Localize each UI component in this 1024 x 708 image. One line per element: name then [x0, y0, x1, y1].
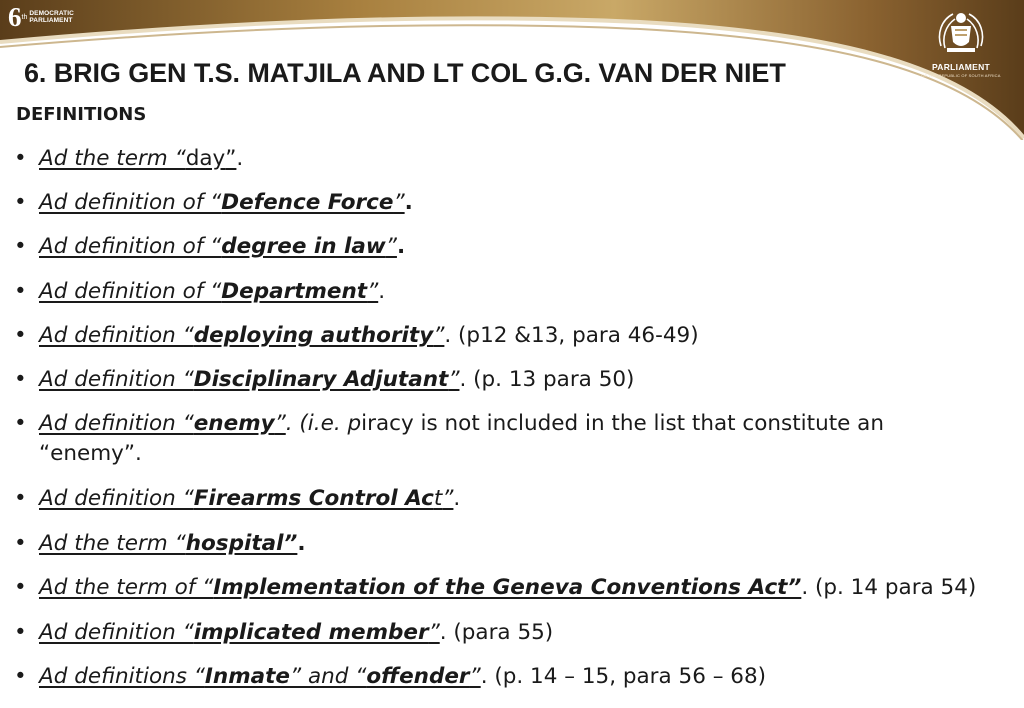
bullet-icon: • [14, 486, 27, 511]
definition-text [39, 573, 1010, 603]
definition-lead: Ad definition of “ [39, 279, 222, 304]
definition-lead: Ad definition “ [39, 620, 194, 645]
definition-lead: Ad the term “ [39, 146, 186, 171]
definition-term: Disciplinary Adjutant [193, 367, 449, 392]
definition-text [39, 618, 1010, 648]
definition-item [0, 277, 1010, 307]
bullet-icon: • [14, 190, 27, 215]
bullet-icon: • [14, 411, 27, 436]
definition-term: deploying authority [193, 323, 434, 348]
definition-lead: Ad definition “ [39, 323, 194, 348]
crest-icon [933, 8, 989, 58]
definition-text [39, 365, 1010, 395]
definition-lead: Ad the term “ [39, 531, 186, 556]
definition-item [0, 484, 1010, 514]
definition-term: day [185, 146, 226, 171]
definition-text [39, 188, 1010, 218]
bullet-icon: • [14, 234, 27, 259]
definition-close-quote: ” [367, 279, 379, 304]
definition-tail: . [236, 146, 244, 171]
definition-close-quote: ” [469, 664, 481, 689]
definition-lead: Ad definition of “ [39, 190, 222, 215]
definition-text [39, 409, 979, 469]
bullet-icon: • [14, 620, 27, 645]
definition-text [39, 277, 1010, 307]
definition-close-quote: ” [385, 234, 397, 259]
definition-close-quote: ” [393, 190, 405, 215]
definition-close-quote: ” [442, 486, 454, 511]
definition-item [0, 365, 1010, 395]
definition-text [39, 144, 1010, 174]
bullet-icon: • [14, 279, 27, 304]
definition-term: enemy [193, 411, 275, 436]
definition-lead: Ad the term of “ [39, 575, 214, 600]
definition-tail: . [453, 486, 461, 511]
definition-tail: . [378, 279, 386, 304]
sixth-parliament-logo [8, 3, 74, 31]
bullet-icon: • [14, 575, 27, 600]
logo-words [29, 10, 74, 24]
definition-term: Department [221, 279, 368, 304]
definition-close-quote: ” [448, 367, 460, 392]
definition-term: implicated member [193, 620, 429, 645]
definition-close-quote: ” [433, 323, 445, 348]
definition-term: degree in law [221, 234, 386, 259]
definition-mid: ” and “ [290, 664, 367, 689]
logo-suffix: th [21, 13, 28, 21]
definition-item [0, 618, 1010, 648]
definition-text [39, 529, 1010, 559]
definition-item [0, 529, 1010, 559]
logo-line2: PARLIAMENT [29, 17, 73, 24]
definition-term: hospital” [185, 531, 298, 556]
definition-tail: . [404, 190, 413, 215]
bullet-icon: • [14, 146, 27, 171]
logo-line1: DEMOCRATIC [29, 10, 74, 17]
parliament-crest-logo [921, 8, 1001, 92]
definition-term-2: offender [366, 664, 470, 689]
definition-tail: . [297, 531, 306, 556]
definition-close-quote: ” [274, 411, 286, 436]
definition-tail: . (p. 13 para 50) [459, 367, 635, 392]
definition-item [0, 232, 1010, 262]
definition-text [39, 662, 1010, 692]
bullet-icon: • [14, 531, 27, 556]
definition-term: Implementation of the Geneva Conventions Act” [213, 575, 802, 600]
definition-tail: . [396, 234, 406, 259]
definition-lead: Ad definition “ [39, 367, 194, 392]
definition-item [0, 188, 1010, 218]
definition-item [0, 662, 1010, 692]
definition-lead: Ad definitions “ [39, 664, 205, 689]
definition-lead: Ad definition of “ [39, 234, 222, 259]
bullet-icon: • [14, 323, 27, 348]
parliament-name: PARLIAMENT [931, 62, 991, 72]
definition-close-quote: ” [225, 146, 237, 171]
definition-text [39, 321, 1010, 351]
bullet-icon: • [14, 664, 27, 689]
definition-term: Firearms Control Ac [193, 486, 434, 511]
definition-lead: Ad definition “ [39, 486, 194, 511]
definition-tail: iracy is not included in the list that constitute an “enemy”. [39, 411, 884, 466]
definition-tail: . (para 55) [439, 620, 554, 645]
definition-item [0, 573, 1010, 603]
logo-numeral: 6 [8, 2, 22, 32]
definition-tail-italic: . (i.e. p [285, 411, 362, 436]
definition-term: Inmate [204, 664, 290, 689]
definition-close-quote: ” [428, 620, 440, 645]
definition-tail: . (p. 14 – 15, para 56 – 68) [480, 664, 767, 689]
definition-term: Defence Force [221, 190, 394, 215]
bullet-icon: • [14, 367, 27, 392]
slide-title: 6. BRIG GEN T.S. MATJILA AND LT COL G.G. VAN DER NIET [24, 58, 786, 88]
definition-text [39, 232, 1010, 262]
definition-item [0, 409, 1010, 469]
definition-term-tail: t [433, 486, 443, 511]
definition-item [0, 321, 1010, 351]
definition-lead: Ad definition “ [39, 411, 194, 436]
definition-tail: . (p. 14 para 54) [801, 575, 977, 600]
parliament-subtitle: OF THE REPUBLIC OF SOUTH AFRICA [921, 73, 1001, 78]
definition-text [39, 484, 1010, 514]
definition-item [0, 144, 1010, 174]
definition-tail: . (p12 &13, para 46-49) [444, 323, 699, 348]
section-heading: DEFINITIONS [16, 104, 147, 125]
